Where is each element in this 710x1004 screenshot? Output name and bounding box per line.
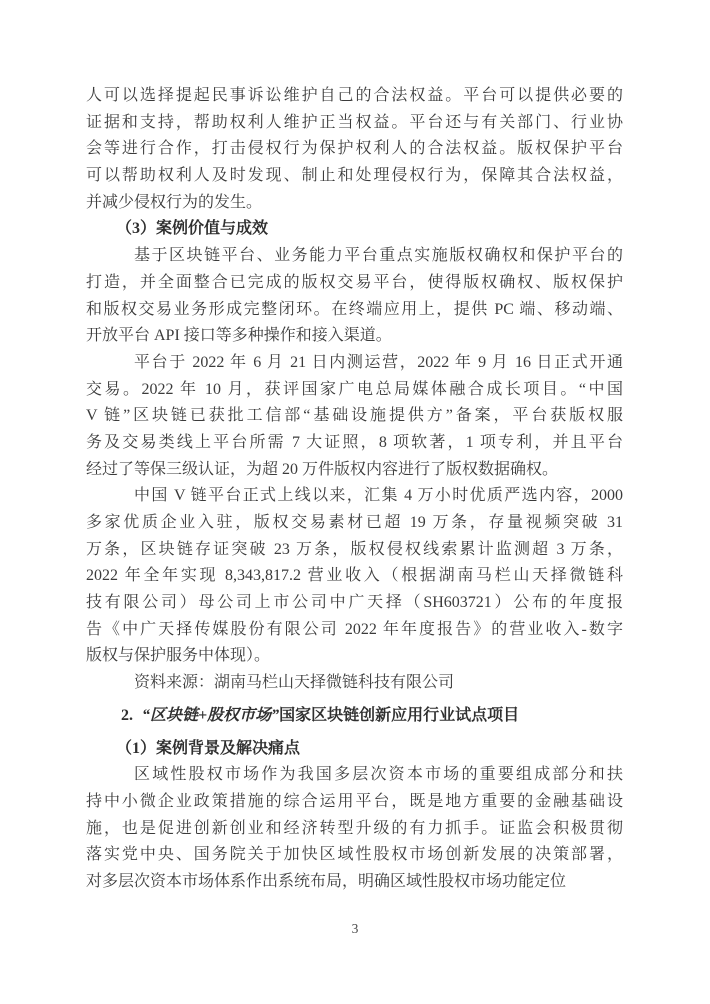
text-line: 经过了等保三级认证，为超 20 万件版权内容进行了版权数据确权。 xyxy=(86,460,559,478)
heading-quoted-title: “区块链+股权市场” xyxy=(142,706,280,724)
text-line: 2022 年全年实现 8,343,817.2 营业收入（根据湖南马栏山天择微链科 xyxy=(86,567,623,585)
text-line: 人可以选择提起民事诉讼维护自己的合法权益。平台可以提供必要的 xyxy=(86,87,623,104)
source-line: 资料来源：湖南马栏山天择微链科技有限公司 xyxy=(134,674,455,692)
text-line: 会等进行合作，打击侵权行为保护权利人的合法权益。版权保护平台 xyxy=(86,140,623,158)
paragraph xyxy=(86,350,623,483)
heading-number: 2. xyxy=(121,706,133,724)
text-line: 平台于 2022 年 6 月 21 日内测运营，2022 年 9 月 16 日正式开通 xyxy=(134,353,623,371)
text-line: 技有限公司）母公司上市公司中广天择（SH603721）公布的年度报 xyxy=(86,594,623,612)
text-line: 证据和支持，帮助权利人维护正当权益。平台还与有关部门、行业协 xyxy=(86,113,623,131)
text-line: 中国 V 链平台正式上线以来，汇集 4 万小时优质严选内容，2000 xyxy=(134,487,623,505)
numbered-heading xyxy=(86,703,623,730)
paragraph xyxy=(86,762,623,895)
text-line: 落实党中央、国务院关于加快区域性股权市场创新发展的决策部署， xyxy=(86,846,623,864)
text-line: 施，也是促进创新创业和经济转型升级的有力抓手。证监会积极贯彻 xyxy=(86,819,623,837)
paragraph xyxy=(86,83,623,216)
text-line: 持中小微企业政策措施的综合运用平台，既是地方重要的金融基础设 xyxy=(86,792,623,810)
text-line: 务及交易类线上平台所需 7 大证照，8 项软著，1 项专利，并且平台 xyxy=(86,433,623,451)
section-heading: （3）案例价值与成效 xyxy=(116,220,269,238)
text-line: 可以帮助权利人及时发现、制止和处理侵权行为，保障其合法权益， xyxy=(86,167,623,185)
text-line: 基于区块链平台、业务能力平台重点实施版权确权和保护平台的 xyxy=(134,247,623,265)
text-line: 开放平台 API 接口等多种操作和接入渠道。 xyxy=(86,327,392,345)
text-line: 万条，区块链存证突破 23 万条，版权侵权线索累计监测超 3 万条， xyxy=(86,540,623,558)
paragraph xyxy=(86,243,623,350)
text-line: 版权与保护服务中体现）。 xyxy=(86,647,271,665)
text-line: 告《中广天择传媒股份有限公司 2022 年年度报告》的营业收入-数字 xyxy=(86,620,623,638)
text-line: V 链”区块链已获批工信部“基础设施提供方”备案，平台获版权服 xyxy=(86,407,623,425)
text-line: 交易。2022 年 10 月，获评国家广电总局媒体融合成长项目。“中国 xyxy=(86,380,623,398)
section-heading: （1）案例背景及解决痛点 xyxy=(116,739,301,757)
heading-rest: 国家区块链创新应用行业试点项目 xyxy=(279,706,520,724)
page-number: 3 xyxy=(351,921,359,936)
document-body xyxy=(86,83,623,896)
text-line: 多家优质企业入驻，版权交易素材已超 19 万条，存量视频突破 31 xyxy=(86,514,623,531)
text-line: 区域性股权市场作为我国多层次资本市场的重要组成部分和扶 xyxy=(134,766,623,784)
paragraph xyxy=(86,483,623,670)
text-line: 对多层次资本市场体系作出系统布局，明确区域性股权市场功能定位 xyxy=(86,872,567,890)
text-line: 并减少侵权行为的发生。 xyxy=(86,193,263,211)
text-line: 打造，并全面整合已完成的版权交易平台，使得版权确权、版权保护 xyxy=(86,273,623,291)
text-line: 和版权交易业务形成完整闭环。在终端应用上，提供 PC 端、移动端、 xyxy=(86,300,623,318)
